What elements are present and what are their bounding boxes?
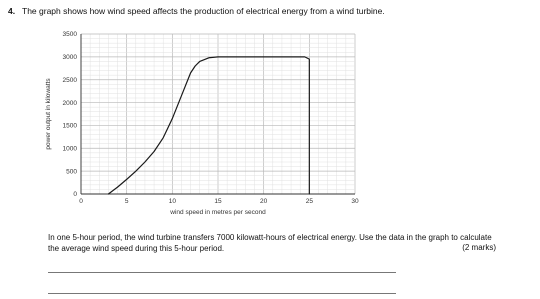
- y-axis-title: power output in kilowatts: [45, 78, 52, 150]
- y-tick-label: 2500: [62, 76, 77, 84]
- x-axis-title: wind speed in metres per second: [170, 209, 266, 216]
- question-prompt: In one 5-hour period, the wind turbine transfers 7000 kilowatt-hours of electrical energy. Use the data in the graph to calculate the average wind speed during this 5-hour period.: [48, 233, 492, 253]
- answer-line-2[interactable]: [48, 293, 396, 294]
- y-tick-label: 3500: [62, 31, 77, 39]
- graph-labels: [45, 31, 359, 216]
- x-tick-label: 15: [214, 198, 222, 205]
- question-number: 4.: [8, 6, 16, 16]
- x-tick-label: 10: [168, 198, 176, 205]
- x-tick-label: 5: [124, 198, 129, 205]
- x-tick-label: 0: [79, 198, 83, 205]
- y-tick-label: 0: [73, 191, 77, 199]
- question-text: The graph shows how wind speed affects the production of electrical energy from a wind turbine.: [22, 6, 385, 16]
- marks-label: (2 marks): [462, 243, 496, 252]
- graph-grid: [81, 34, 355, 194]
- answer-line-1[interactable]: [48, 272, 396, 273]
- x-tick-label: 30: [351, 198, 359, 205]
- y-tick-label: 1000: [62, 145, 77, 153]
- y-tick-label: 500: [66, 168, 77, 176]
- x-tick-label: 20: [260, 198, 268, 205]
- y-tick-label: 3000: [62, 54, 77, 62]
- x-tick-label: 25: [305, 198, 313, 205]
- y-tick-label: 2000: [62, 99, 77, 107]
- y-tick-label: 1500: [62, 122, 77, 130]
